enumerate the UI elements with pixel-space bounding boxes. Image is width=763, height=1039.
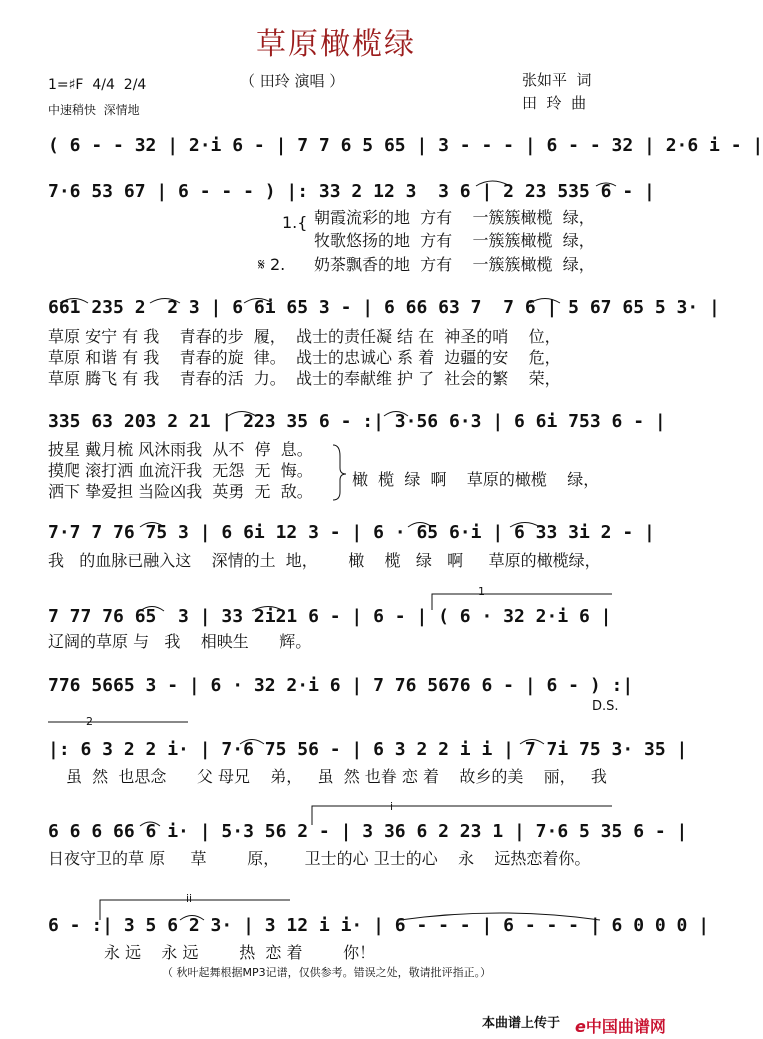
notation-row: 661 235 2 2 3 | 6 6i 65 3 - | 6 66 63 7 7 6 | 5 67 65 5 3· | bbox=[48, 297, 720, 318]
lyric-brace bbox=[333, 445, 346, 500]
lyric-line: 草原 腾飞 有 我 青春的活 力。 战士的奉献维 护 了 社会的繁 荣， bbox=[48, 369, 561, 388]
notation-row: 335 63 203 2 21 | 223 35 6 - :| 3·56 6·3 | 6 6i 753 6 - | bbox=[48, 411, 666, 432]
lyric-line: 朝霞流彩的地 方有 一簇簇橄榄 绿， bbox=[314, 208, 595, 227]
lyric-line: 永 远 永 远 热 恋 着 你！ bbox=[104, 943, 376, 962]
lyric-line: 我 的血脉已融入这 深情的土 地， 橄 榄 绿 啊 草原的橄榄绿， bbox=[48, 551, 601, 570]
composer-credit: 田 玲 曲 bbox=[522, 94, 587, 112]
volta-number: i bbox=[390, 800, 394, 813]
lyric-line: 摸爬 滚打洒 血流汗我 无怨 无 悔。 bbox=[48, 461, 313, 480]
tempo-marking: 中速稍快 深情地 bbox=[48, 103, 140, 117]
lyric-line: 橄 榄 绿 啊 草原的橄榄 绿， bbox=[352, 470, 600, 489]
volta-number: 1 bbox=[478, 585, 485, 598]
upload-text: 本曲谱上传于 bbox=[482, 1016, 561, 1031]
logo-text: 中国曲谱网 bbox=[585, 1017, 666, 1036]
segno-verse-label: 𝄋 2. bbox=[258, 255, 286, 274]
lyric-line: 披星 戴月梳 风沐雨我 从不 停 息。 bbox=[48, 440, 313, 459]
lyric-line: 牧歌悠扬的地 方有 一簇簇橄榄 绿， bbox=[314, 231, 595, 250]
dal-segno-mark: D.S. bbox=[592, 699, 619, 714]
verse-label: 1.{ bbox=[282, 213, 308, 232]
lyric-line: 辽阔的草原 与 我 相映生 辉。 bbox=[48, 632, 312, 651]
footnote: （ 秋叶起舞根据MP3记谱，仅供参考。错误之处，敬请批评指正。） bbox=[162, 966, 492, 979]
lyric-line: 奶茶飘香的地 方有 一簇簇橄榄 绿， bbox=[314, 255, 595, 274]
page-title: 草原橄榄绿 bbox=[256, 27, 416, 62]
volta-number: ii bbox=[186, 892, 193, 905]
lyric-line: 虽 然 也思念 父 母兄 弟， 虽 然 也眷 恋 着 故乡的美 丽， 我 bbox=[66, 767, 607, 786]
notation-row: 776 5665 3 - | 6 · 32 2·i 6 | 7 76 5676 6 - | 6 - ) :| bbox=[48, 675, 634, 696]
notation-row: |: 6 3 2 2 i· | 7·6 75 56 - | 6 3 2 2 i i | 7 7i 75 3· 35 | bbox=[48, 739, 688, 760]
lyricist-credit: 张如平 词 bbox=[522, 71, 592, 89]
notation-row: 7·6 53 67 | 6 - - - ) |: 33 2 12 3 3 6 | 2 23 535 6 - | bbox=[48, 181, 655, 202]
site-logo bbox=[575, 1014, 666, 1037]
logo-e-icon: e bbox=[575, 1017, 586, 1036]
notation-row: 7·7 7 76 75 3 | 6 6i 12 3 - | 6 · 65 6·i | 6 33 3i 2 - | bbox=[48, 522, 655, 543]
volta-number: 2 bbox=[86, 715, 93, 728]
lyric-line: 日夜守卫的草 原 草 原， 卫士的心 卫士的心 永 远热恋着你。 bbox=[48, 849, 591, 868]
key-meter: 1=♯F 4/4 2/4 bbox=[48, 77, 147, 93]
lyric-line: 草原 和谐 有 我 青春的旋 律。 战士的忠诚心 系 着 边疆的安 危， bbox=[48, 348, 561, 367]
singer-credit: （ 田玲 演唱 ） bbox=[240, 72, 345, 90]
notation-row: 6 - :| 3 5 6 2 3· | 3 12 i i· | 6 - - - | 6 - - - | 6 0 0 0 | bbox=[48, 915, 710, 936]
notation-row: 7 77 76 65 3 | 33 2i21 6 - | 6 - | ( 6 · 32 2·i 6 | bbox=[48, 606, 612, 627]
lyric-line: 草原 安宁 有 我 青春的步 履， 战士的责任凝 结 在 神圣的哨 位， bbox=[48, 327, 561, 346]
notation-row: ( 6 - - 32 | 2·i 6 - | 7 7 6 5 65 | 3 - - - | 6 - - 32 | 2·6 i - | bbox=[48, 135, 763, 156]
notation-row: 6 6 6 66 6 i· | 5·3 56 2 - | 3 36 6 2 23 1 | 7·6 5 35 6 - | bbox=[48, 821, 688, 842]
lyric-line: 洒下 挚爱担 当险凶我 英勇 无 敌。 bbox=[48, 482, 313, 501]
